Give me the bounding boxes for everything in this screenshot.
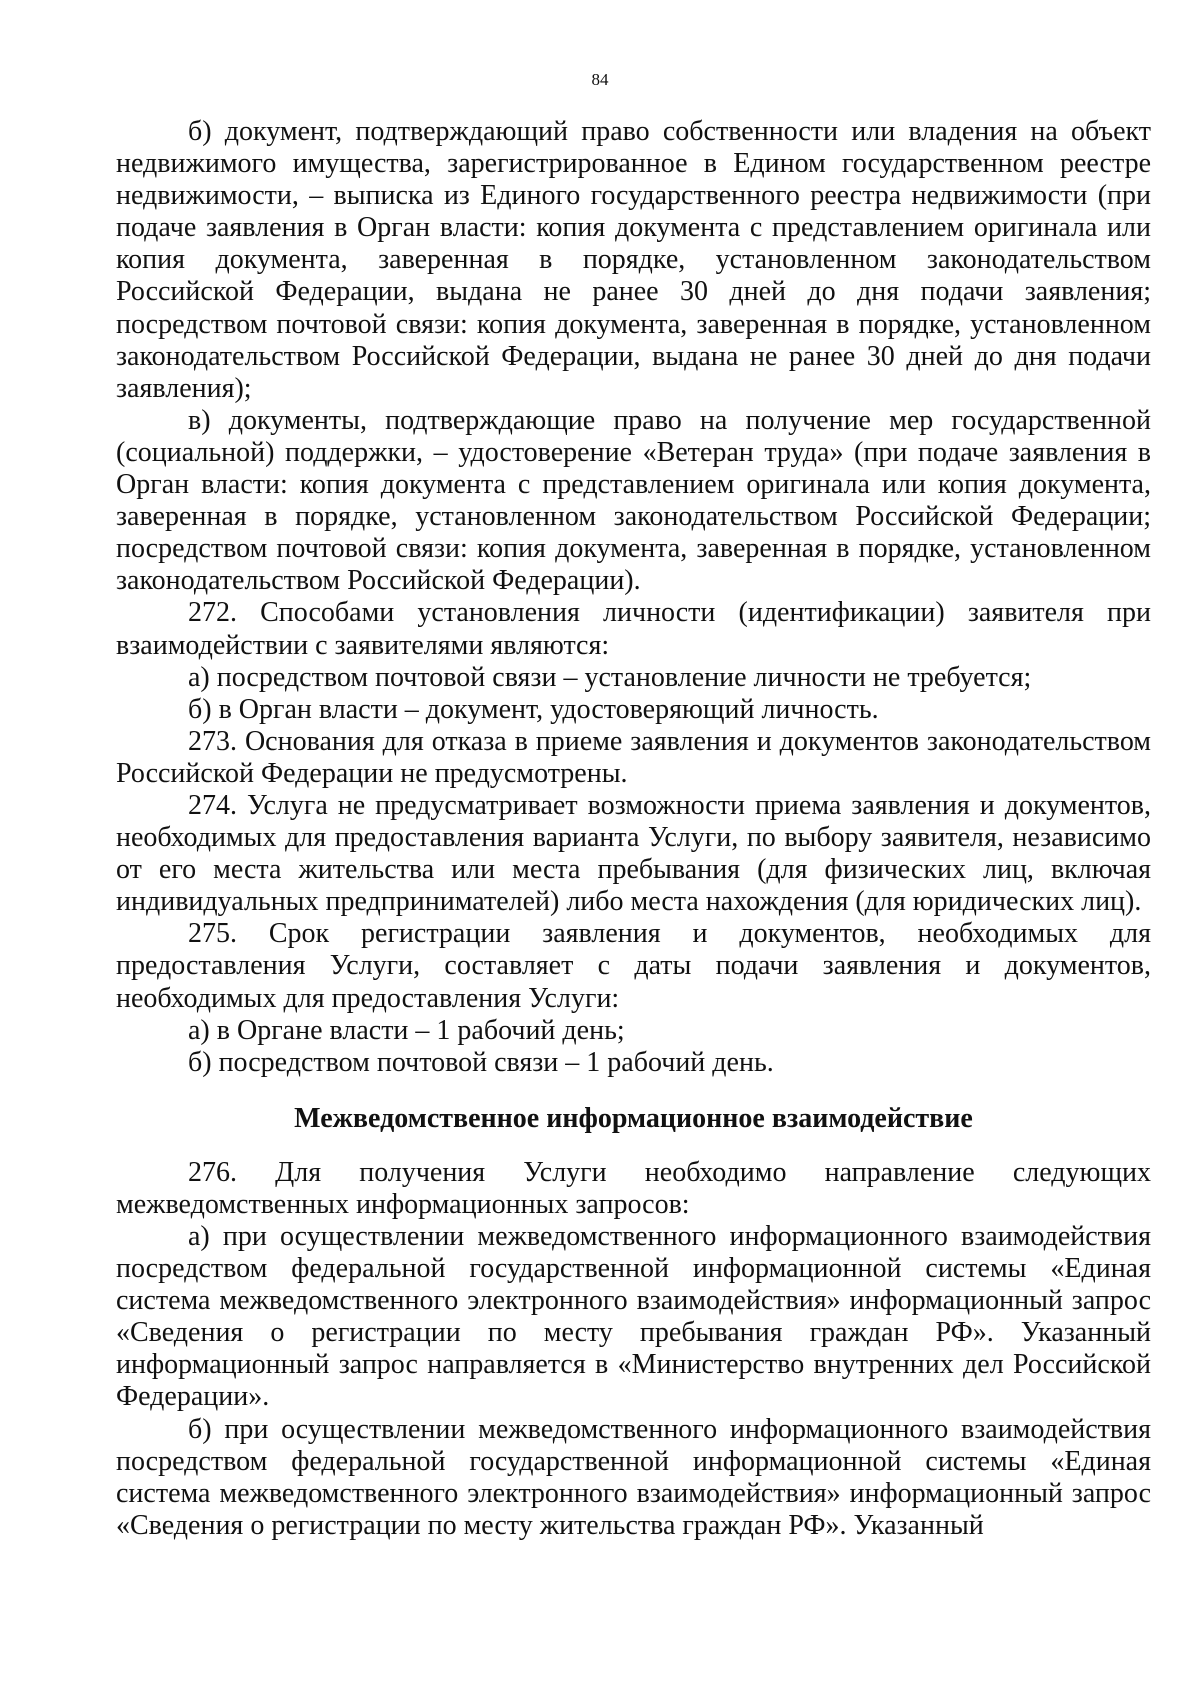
paragraph-275-registration-term: 275. Срок регистрации заявления и документов, необходимых для предоставления Услуги, составляет с даты подачи заявления и документов, необходимых для предоставления Услуги: — [116, 918, 1151, 1014]
paragraph-272-identification-methods: 272. Способами установления личности (идентификации) заявителя при взаимодействии с заявителями являются: — [116, 597, 1151, 661]
paragraph-item-b-ownership-document: б) документ, подтверждающий право собственности или владения на объект недвижимого имущества, зарегистрированное в Едином государственном реестре недвижимости, – выписка из Единого государственного реестра недвижимости (при подаче заявления в Орган власти: копия документа с представлением оригинала или копия документа, заверенная в порядке, установленном законодательством Российской Федерации, выдана не ранее 30 дней до дня подачи заявления; посредством почтовой связи: копия документа, заверенная в порядке, установленном законодательством Российской Федерации, выдана не ранее 30 дней до дня подачи заявления); — [116, 116, 1151, 404]
document-body — [116, 116, 1151, 1542]
section-heading: Межведомственное информационное взаимодействие — [294, 1102, 973, 1134]
paragraph-item-v-support-documents: в) документы, подтверждающие право на получение мер государственной (социальной) поддержки, – удостоверение «Ветеран труда» (при подаче заявления в Орган власти: копия документа с представлением оригинала или копия документа, заверенная в порядке, установленном законодательством Российской Федерации; посредством почтовой связи: копия документа, заверенная в порядке, установленном законодательством Российской Федерации). — [116, 404, 1151, 597]
paragraph-275-item-b: б) посредством почтовой связи – 1 рабочий день. — [188, 1046, 774, 1078]
paragraph-276-requests: 276. Для получения Услуги необходимо направление следующих межведомственных информационных запросов: — [116, 1156, 1151, 1220]
paragraph-276-item-b: б) при осуществлении межведомственного информационного взаимодействия посредством федеральной государственной информационной системы «Единая система межведомственного электронного взаимодействия» информационный запрос «Сведения о регистрации по месту жительства граждан РФ». Указанный — [116, 1413, 1151, 1541]
paragraph-272-item-b: б) в Орган власти – документ, удостоверяющий личность. — [188, 693, 879, 725]
paragraph-275-item-a: а) в Органе власти – 1 рабочий день; — [188, 1014, 625, 1046]
paragraph-273-refusal-grounds: 273. Основания для отказа в приеме заявления и документов законодательством Российской Федерации не предусмотрены. — [116, 725, 1151, 789]
paragraph-276-item-a: а) при осуществлении межведомственного информационного взаимодействия посредством федеральной государственной информационной системы «Единая система межведомственного электронного взаимодействия» информационный запрос «Сведения о регистрации по месту пребывания граждан РФ». Указанный информационный запрос направляется в «Министерство внутренних дел Российской Федерации». — [116, 1221, 1151, 1413]
paragraph-272-item-a: а) посредством почтовой связи – установление личности не требуется; — [188, 661, 1032, 693]
paragraph-274-extraterritorial: 274. Услуга не предусматривает возможности приема заявления и документов, необходимых для предоставления варианта Услуги, по выбору заявителя, независимо от его места жительства или места пребывания (для физических лиц, включая индивидуальных предпринимателей) либо места нахождения (для юридических лиц). — [116, 789, 1151, 918]
page-number: 84 — [591, 70, 609, 89]
